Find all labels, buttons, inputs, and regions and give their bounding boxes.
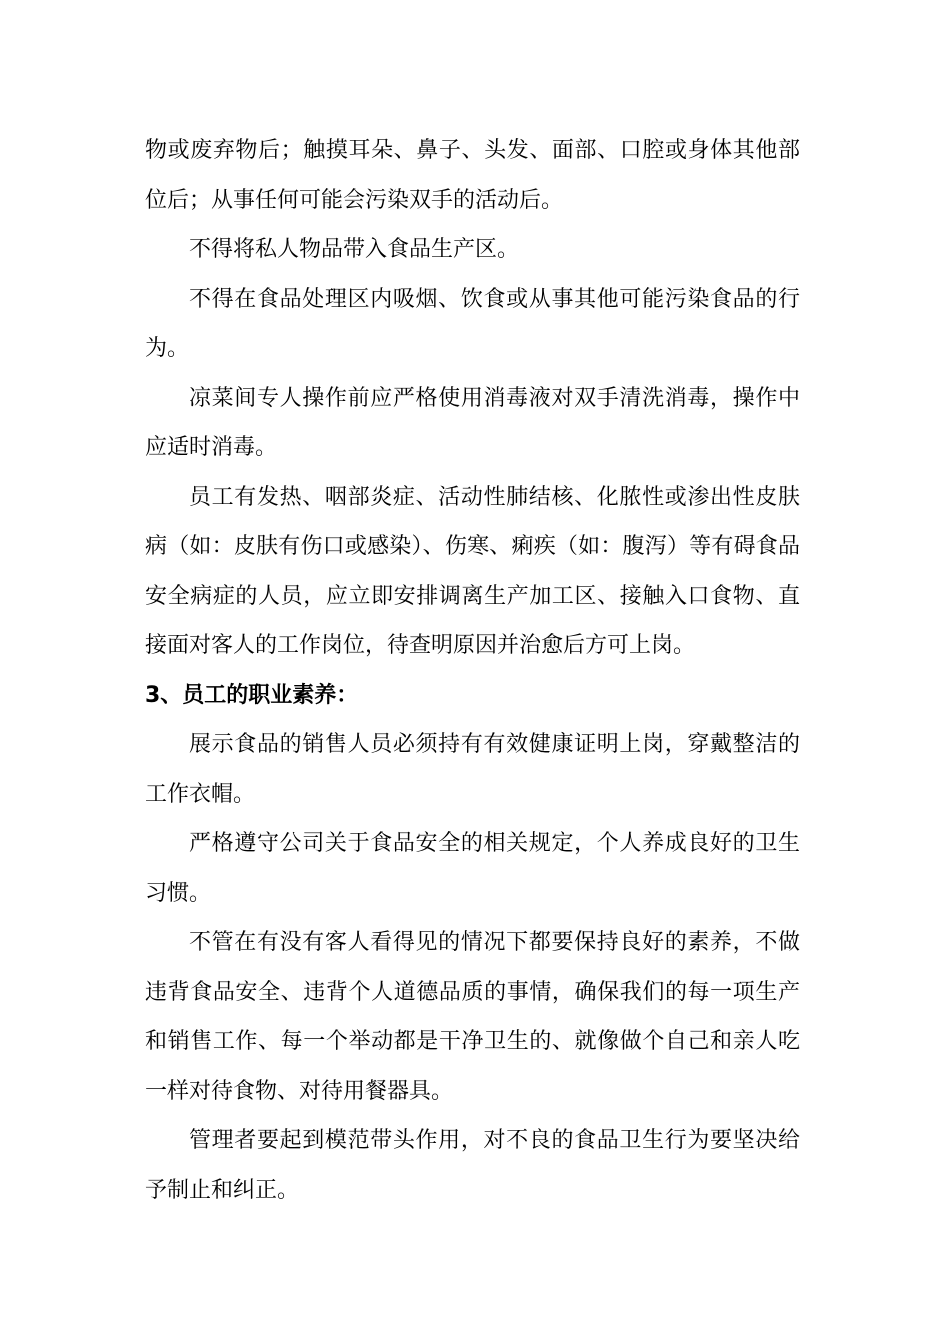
paragraph-health-certificate: 展示食品的销售人员必须持有有效健康证明上岗，穿戴整洁的工作衣帽。 <box>145 732 800 807</box>
paragraph-cold-dish-room: 凉菜间专人操作前应严格使用消毒液对双手清洗消毒，操作中应适时消毒。 <box>145 385 800 460</box>
paragraph-professional-conduct: 不管在有没有客人看得见的情况下都要保持良好的素养，不做违背食品安全、违背个人道德品质的事情，确保我们的每一项生产和销售工作、每一个举动都是干净卫生的、就像做个自己和亲人吃一样对待食物、对待用餐器具。 <box>145 930 800 1104</box>
paragraph-illness-policy: 员工有发热、咽部炎症、活动性肺结核、化脓性或渗出性皮肤病（如：皮肤有伤口或感染）、伤寒、痢疾（如：腹泻）等有碍食品安全病症的人员，应立即安排调离生产加工区、接触入口食物、直接面对客人的工作岗位，待查明原因并治愈后方可上岗。 <box>145 484 800 658</box>
paragraph-manager-role: 管理者要起到模范带头作用，对不良的食品卫生行为要坚决给予制止和纠正。 <box>145 1128 800 1203</box>
paragraph-follow-rules: 严格遵守公司关于食品安全的相关规定，个人养成良好的卫生习惯。 <box>145 831 800 906</box>
paragraph-no-smoking: 不得在食品处理区内吸烟、饮食或从事其他可能污染食品的行为。 <box>145 286 800 361</box>
paragraph-personal-items: 不得将私人物品带入食品生产区。 <box>189 237 520 262</box>
document-body <box>145 126 800 1215</box>
paragraph-continuation: 物或废弃物后；触摸耳朵、鼻子、头发、面部、口腔或身体其他部位后；从事任何可能会污染双手的活动后。 <box>145 138 800 213</box>
section-heading: 3、员工的职业素养： <box>145 682 359 708</box>
